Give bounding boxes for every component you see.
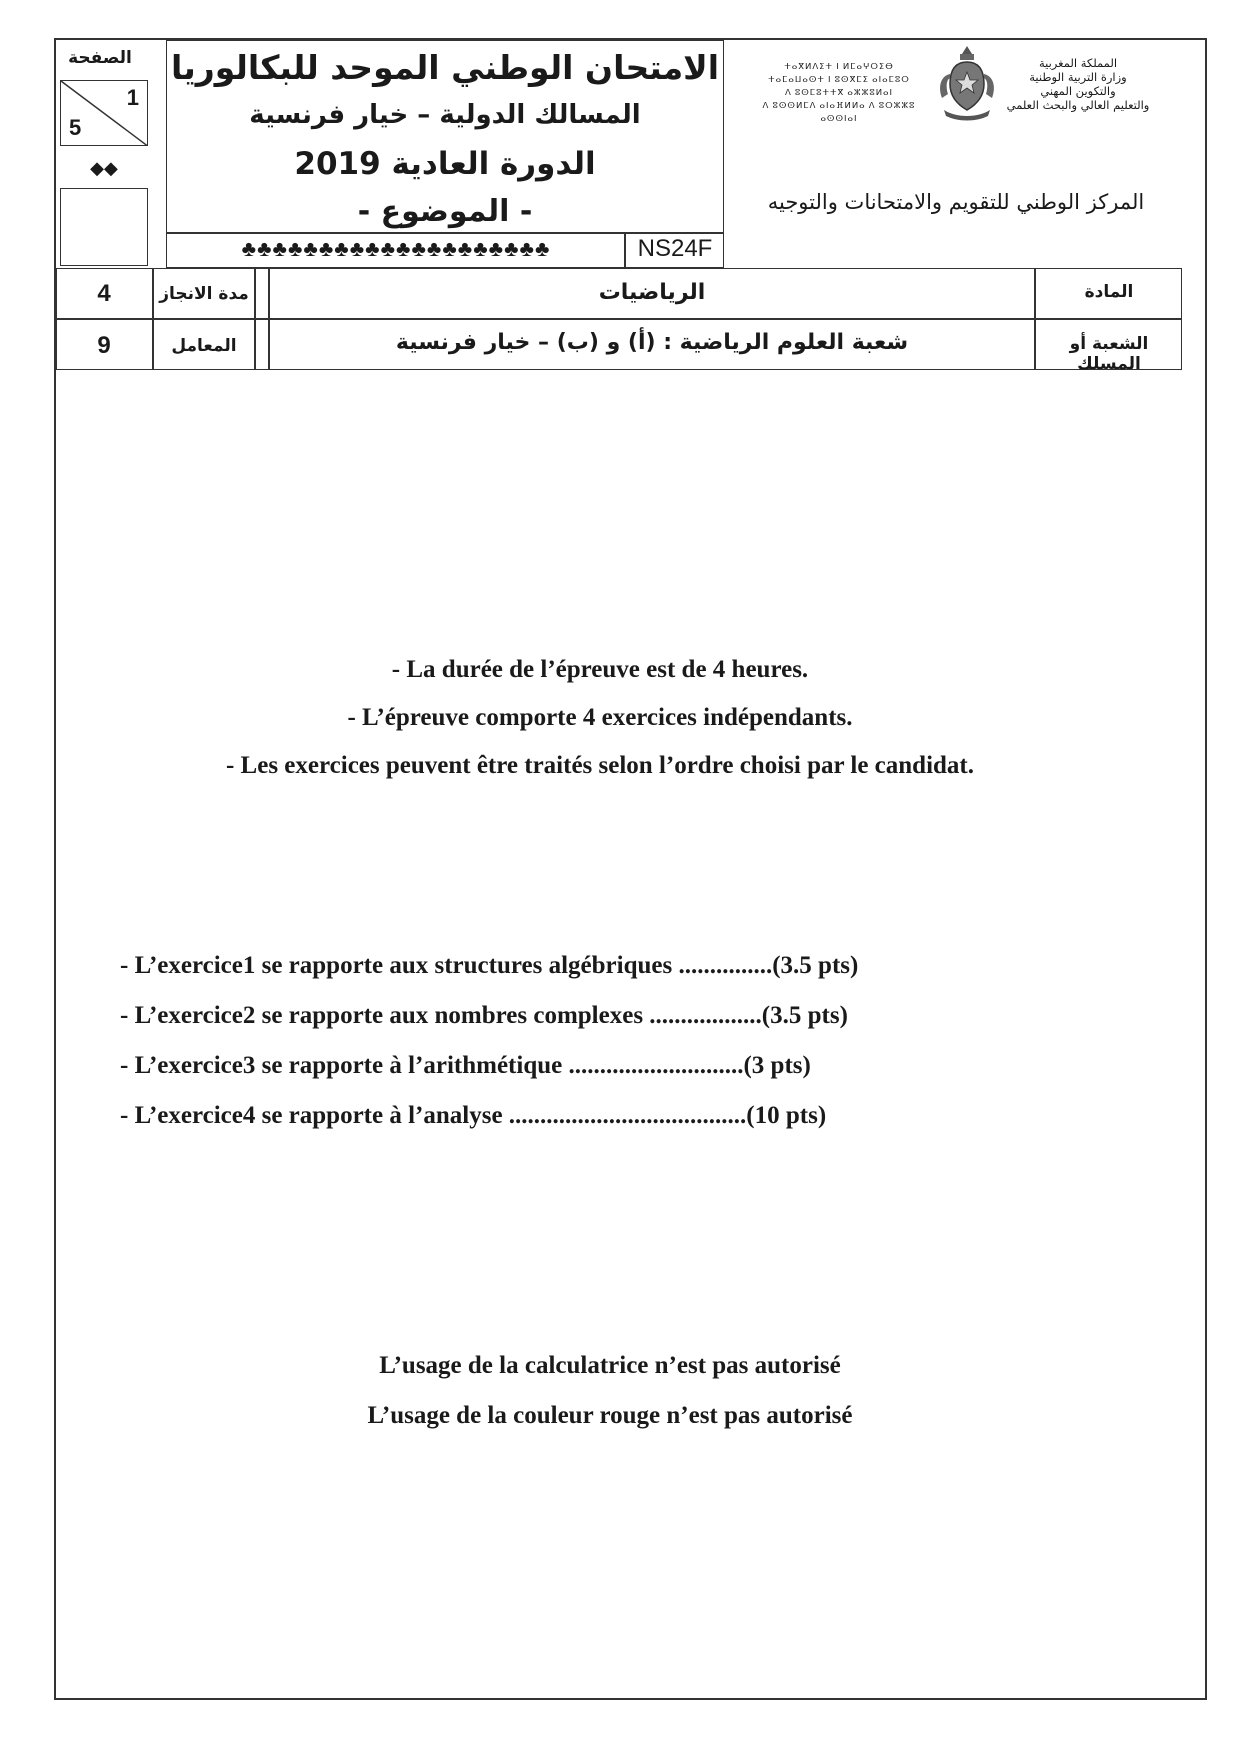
duration-value: 4: [97, 280, 111, 307]
ministry-line: والتعليم العالي والبحث العلمي: [1006, 98, 1150, 112]
evaluation-centre: المركز الوطني للتقويم والامتحانات والتوجيه: [767, 190, 1145, 214]
exercise-item: - L’exercice1 se rapporte aux structures algébriques ...............(3.5 pts): [120, 952, 859, 979]
ministry-arabic: [978, 56, 1178, 112]
page-blank-box: [60, 188, 148, 266]
exam-title: الامتحان الوطني الموحد للبكالوريا: [170, 48, 720, 87]
ministry-tifinagh-line: ⵜⴰⵎⴰⵡⴰⵙⵜ ⵏ ⵓⵙⴳⵎⵉ ⴰⵏⴰⵎⵓⵔ: [768, 74, 910, 84]
exercise-item: - L’exercice3 se rapporte à l’arithmétique ............................(3 pts): [120, 1052, 811, 1079]
track-option: المسالك الدولية – خيار فرنسية: [249, 100, 641, 130]
page-mark: ◆◆: [90, 158, 118, 178]
stars-decoration: ♣♣♣♣♣♣♣♣♣♣♣♣♣♣♣♣♣♣♣♣: [241, 236, 551, 261]
subject-label: المادة: [1084, 282, 1134, 302]
session: الدورة العادية 2019: [294, 146, 596, 182]
code-row-divider: [166, 232, 724, 234]
exam-code: NS24F: [637, 235, 713, 262]
ministry-tifinagh-line: ⴷ ⵓⵙⵎⵓⵜⵜⴳ ⴰⵣⵣⵓⵍⴰⵏ: [784, 87, 894, 97]
table-col-divider: [254, 268, 256, 370]
ministry-tifinagh-line: ⵜⴰⴳⵍⴷⵉⵜ ⵏ ⵍⵎⴰⵖⵔⵉⴱ: [784, 61, 894, 71]
instruction-exercises-count: - L’épreuve comporte 4 exercices indépendants.: [347, 704, 853, 731]
duration-label: مدة الانجاز: [159, 284, 249, 304]
page-label: الصفحة: [68, 48, 132, 68]
coefficient-label: المعامل: [171, 336, 237, 356]
track-value: شعبة العلوم الرياضية : (أ) و (ب) – خيار فرنسية: [395, 330, 909, 355]
calculator-note: L’usage de la calculatrice n’est pas autorisé: [379, 1352, 841, 1379]
instruction-order: - Les exercices peuvent être traités selon l’ordre choisi par le candidat.: [225, 752, 974, 779]
ministry-tifinagh-line: ⴷ ⵓⵙⵙⵍⵎⴷ ⴰⵏⴰⴼⵍⵍⴰ ⴷ ⵓⵔⵣⵣⵓ ⴰⵙⵙⵏⴰⵏ: [762, 100, 916, 123]
exercise-item: - L’exercice2 se rapporte aux nombres complexes ..................(3.5 pts): [120, 1002, 848, 1029]
track-label: الشعبة أو المسلك: [1069, 334, 1149, 374]
table-row-divider: [56, 318, 1182, 320]
instruction-duration: - La durée de l’épreuve est de 4 heures.: [391, 656, 809, 683]
page-total: 5: [69, 115, 82, 140]
code-separator: [624, 232, 626, 268]
ministry-line: المملكة المغربية: [1038, 56, 1118, 70]
document-type: - الموضوع -: [357, 194, 533, 229]
coefficient-value: 9: [97, 332, 111, 359]
ministry-tifinagh: [744, 60, 934, 125]
ministry-line: وزارة التربية الوطنية: [1029, 70, 1127, 84]
page-current: 1: [126, 85, 139, 110]
subject-value: الرياضيات: [598, 280, 706, 305]
red-color-note: L’usage de la couleur rouge n’est pas autorisé: [367, 1402, 853, 1429]
ministry-line: والتكوين المهني: [1040, 84, 1116, 98]
exercise-item: - L’exercice4 se rapporte à l’analyse ......................................(10 pts): [120, 1102, 827, 1129]
page-number-box: [60, 80, 148, 146]
